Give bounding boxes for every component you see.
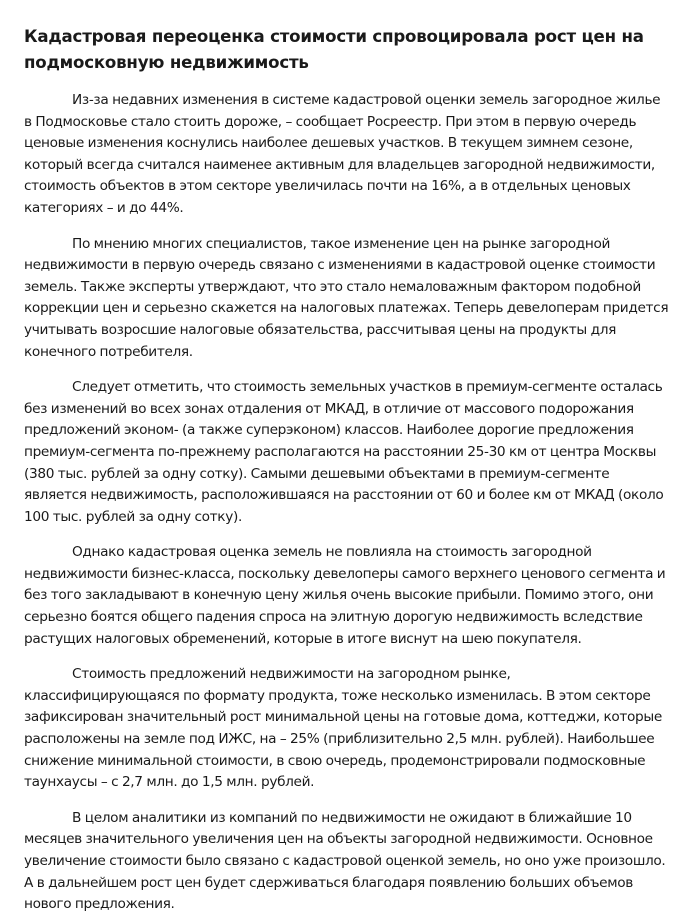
paragraph-2: По мнению многих специалистов, такое изменение цен на рынке загородной недвижимости в первую очередь связано с изменениями в кадастровой оценке стоимости земель. Также эксперты утверждают, что это стало немаловажным фактором подобной коррекции цен и серьезно скажется на налоговых платежах. Теперь девелоперам придется учитывать возросшие налоговые обязательства, рассчитывая цены на продукты для конечного потребителя. [24, 235, 669, 360]
paragraph-6: В целом аналитики из компаний по недвижимости не ожидают в ближайшие 10 месяцев значительного увеличения цен на объекты загородной недвижимости. Основное увеличение стоимости было связано с кадастровой оценкой земель, но оно уже произошло. А в дальнейшем рост цен будет сдерживаться благодаря появлению больших объемов нового предложения. [24, 809, 666, 913]
paragraph-1: Из-за недавних изменения в системе кадастровой оценки земель загородное жилье в Подмосковье стало стоить дороже, – сообщает Росреестр. При этом в первую очередь ценовые изменения коснулись наиболее дешевых участков. В текущем зимнем сезоне, который всегда считался наименее активным для владельцев загородной недвижимости, стоимость объектов в этом секторе увеличилась почти на 16%, а в отдельных ценовых категориях – и до 44%. [24, 92, 661, 216]
article-title: Кадастровая переоценка стоимости спровоцировала рост цен на подмосковную недвижимость [24, 27, 644, 72]
paragraph-3: Следует отметить, что стоимость земельных участков в премиум-сегменте осталась без изменений во всех зонах отдаления от МКАД, в отличие от массового подорожания предложений эконом- (а также суперэконом) классов. Наиболее дорогие предложения премиум-сегмента по-прежнему располагаются на расстоянии 25-30 км от центра Москвы (380 тыс. рублей за одну сотку). Самыми дешевыми объектами в премиум-сегменте является недвижимость, расположившаяся на расстоянии от 60 и более км от МКАД (около 100 тыс. рублей за одну сотку). [24, 379, 664, 525]
paragraph-5: Стоимость предложений недвижимости на загородном рынке, классифицирующаяся по формату продукта, тоже несколько изменилась. В этом секторе зафиксирован значительный рост минимальной цены на готовые дома, коттеджи, которые расположены на земле под ИЖС, на – 25% (приблизительно 2,5 млн. рублей). Наибольшее снижение минимальной стоимости, в свою очередь, продемонстрировали подмосковные таунхаусы – с 2,7 млн. до 1,5 млн. рублей. [24, 666, 662, 791]
paragraph-4: Однако кадастровая оценка земель не повлияла на стоимость загородной недвижимости бизнес-класса, поскольку девелоперы самого верхнего ценового сегмента и без того закладывают в конечную цену жилья очень высокие прибыли. Помимо этого, они серьезно боятся общего падения спроса на элитную дорогую недвижимость вследствие растущих налоговых обременений, которые в итоге виснут на шею покупателя. [24, 544, 666, 647]
